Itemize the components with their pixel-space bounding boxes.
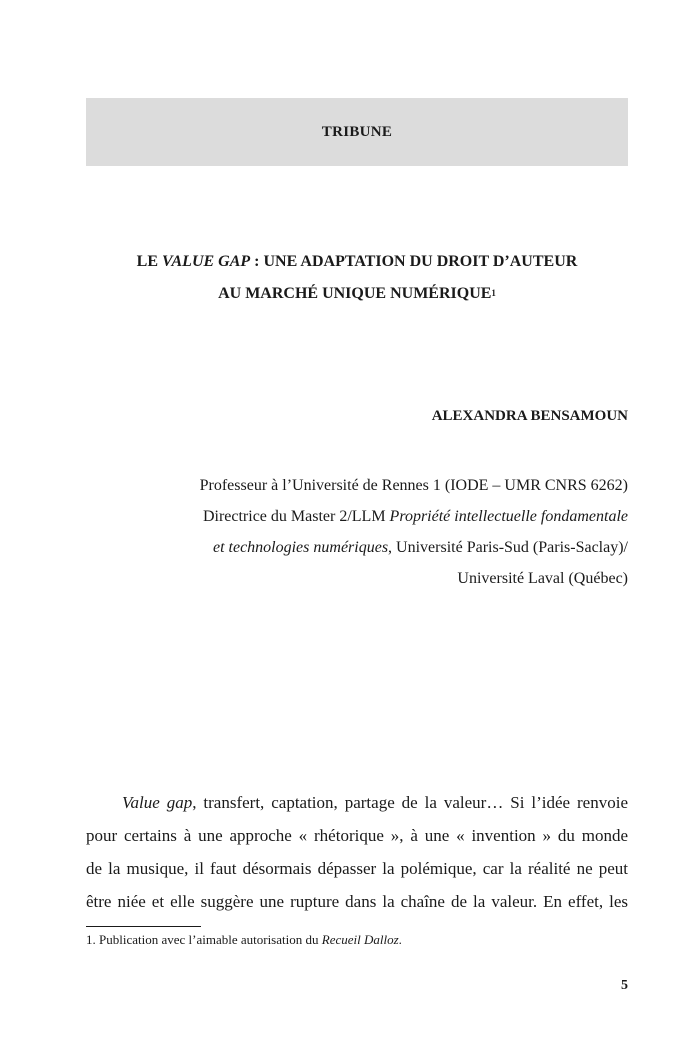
affiliation-line-3: et technologies numériques, Université Paris-Sud (Paris-Saclay)/ [212,539,628,556]
title-footnote-ref: 1 [491,288,496,298]
body-line-2: pour certains à une approche « rhétorique », à une « invention » du monde [86,826,628,845]
body-line-4: être niée et elle suggère une rupture dans la chaîne de la valeur. En effet, les [86,892,628,911]
title-italic: VALUE GAP [162,253,251,270]
body-line-1: Value gap, transfert, captation, partage de la valeur… Si l’idée renvoie [122,793,628,812]
affiliation-line-4: Université Laval (Québec) [457,570,628,587]
body-line-3: de la musique, il faut désormais dépasser la polémique, car la réalité ne peut [86,859,628,878]
page-number: 5 [621,978,628,993]
title-line-2: AU MARCHÉ UNIQUE NUMÉRIQUE$^1$ [218,285,496,302]
footnote-source: Recueil Dalloz [321,932,399,947]
body-paragraph [86,786,628,918]
title-line-1 [86,246,628,278]
affiliation-line-1: Professeur à l’Université de Rennes 1 (IODE – UMR CNRS 6262) [199,477,628,494]
footnote-rule [86,926,201,927]
section-label: TRIBUNE [321,123,393,140]
affiliation-line-2: Directrice du Master 2/LLM Propriété intellectuelle fondamentale [202,508,628,525]
footnote: 1. Publication avec l’aimable autorisation du Recueil Dalloz. [86,932,402,947]
article-title [86,246,628,310]
title-prefix: LE [136,253,163,270]
title-line-1-rest: : UNE ADAPTATION DU DROIT D’AUTEUR [250,253,578,270]
author-affiliation [108,470,628,594]
section-header-band [86,98,628,166]
author-name: ALEXANDRA BENSAMOUN [431,408,628,424]
